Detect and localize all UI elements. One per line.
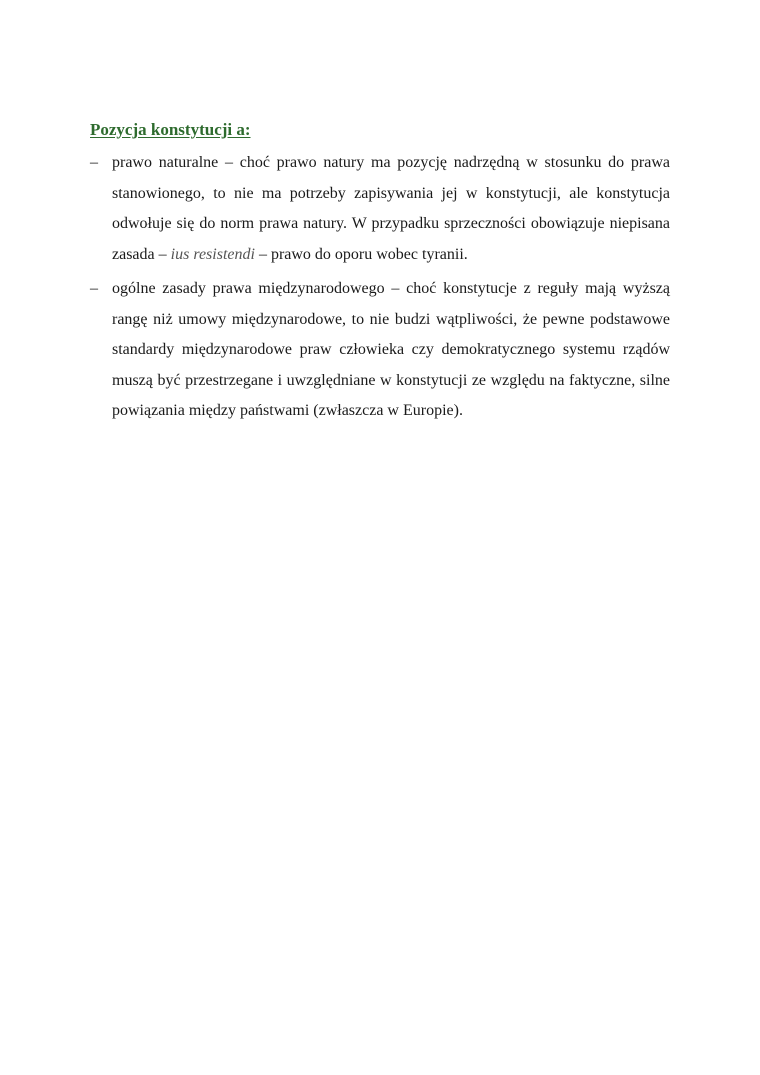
item-text-end: – prawo do oporu wobec tyranii.: [254, 245, 468, 263]
dash-bullet-icon: –: [90, 154, 98, 171]
list-item-natural-law: [90, 148, 670, 270]
item-text-start: prawo naturalne – choć prawo natury ma pozycję nadrzędną w stosunku do prawa stanowionego, to nie ma potrzeby zapisywania jej w konstytucji, ale konstytucja odwołuje się do norm prawa natury. W przypadku sprzeczności obowiązuje niepisana zasada –: [112, 154, 670, 263]
item-text: ogólne zasady prawa międzynarodowego – choć konstytucje z reguły mają wyższą rangę niż umowy międzynarodowe, to nie budzi wątpliwości, że pewne podstawowe standardy międzynarodowe praw człowieka czy demokratycznego systemu rządów muszą być przestrzegane i uwzględniane w konstytucji ze względu na faktyczne, silne powiązania między państwami (zwłaszcza w Europie).: [112, 280, 670, 419]
section-heading: Pozycja konstytucji a:: [90, 120, 251, 139]
bullet-list: [90, 148, 670, 431]
list-item-international-law: [90, 274, 670, 427]
dash-bullet-icon: –: [90, 280, 98, 297]
latin-term: ius resistendi: [170, 245, 255, 263]
